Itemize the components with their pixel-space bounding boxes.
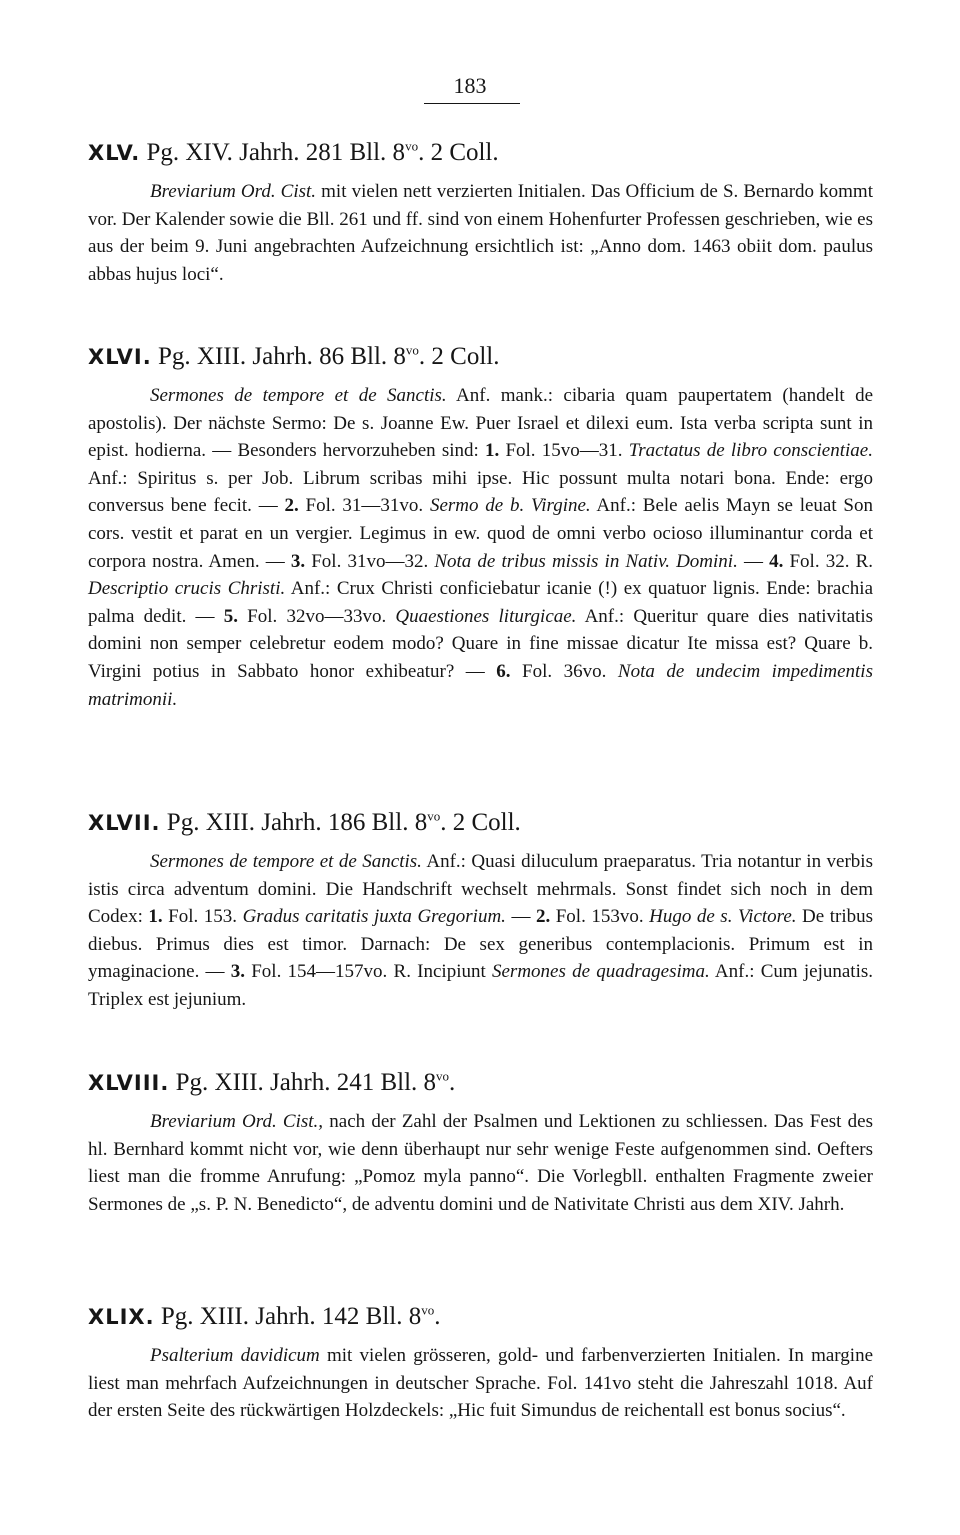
entry-heading-text: Pg. XIII. Jahrh. 86 Bll. 8 xyxy=(151,343,406,370)
item-number: 3. xyxy=(230,961,246,983)
entry-numeral: XLVII. xyxy=(88,811,161,835)
entry-heading-tail: . 2 Coll. xyxy=(440,809,521,836)
entry-numeral: XLV. xyxy=(88,141,141,165)
item-number: 4. xyxy=(769,550,784,572)
work-title: Breviarium Ord. Cist., xyxy=(150,1111,324,1132)
item-number: 2. xyxy=(535,906,551,928)
body-text: Anf.: Queritur quare dies nativitatis domini non semper celebretur eodem modo? Quare in fine missae dicatur Ite missa est? Quare b. Virgini potius in Sabbato honor exhibeatur? — xyxy=(88,605,873,682)
entry-numeral: XLIX. xyxy=(88,1305,155,1329)
entry-xlvi xyxy=(88,342,873,713)
body-text: — xyxy=(505,906,536,928)
work-title: Nota de undecim impedimentis matrimonii. xyxy=(88,660,873,710)
entry-heading-text: Pg. XIII. Jahrh. 186 Bll. 8 xyxy=(160,809,428,836)
entry-heading-sup: vo xyxy=(427,808,441,824)
item-number: 1. xyxy=(148,906,163,928)
body-text: mit vielen nett verzierten Initialen. Das Officium de S. Bernardo kommt vor. Der Kalender sowie die Bll. 261 und ff. sind von einem Hohenfurter Professen geschrieben, wie es aus der beim 9. Juni angebrachten Aufzeichnung ersichtlich ist: „Anno dom. 1463 obiit dom. paulus abbas hujus loci“. xyxy=(88,181,873,285)
body-text: Anf.: Crux Christi conficiebatur icanie (!) ex quatuor lignis. Ende: brachia palma dedit. — xyxy=(88,578,873,627)
entry-numeral: XLVI. xyxy=(88,345,152,369)
page-number: 183 xyxy=(453,73,487,98)
item-number: 6. xyxy=(496,660,511,682)
work-title: Breviarium Ord. Cist. xyxy=(150,181,317,202)
body-text: Fol. 31vo—32. xyxy=(305,550,435,572)
body-text: Anf.: Quasi diluculum praeparatus. Tria notantur in verbis istis circa adventum domini. Die Handschrift wechselt mehrmals. Sonst findet sich noch in dem Codex: xyxy=(88,851,873,928)
entry-heading-text: Pg. XIII. Jahrh. 142 Bll. 8 xyxy=(154,1303,422,1330)
body-text: Anf.: Cum jejunatis. Triplex est jejunium. xyxy=(88,961,874,1010)
entry-heading xyxy=(88,1068,873,1098)
entry-heading-sup: vo xyxy=(405,342,419,358)
body-text: Anf.: Bele aelis Mayn se leuat Son cors. vestit et parat en un vergier. Legimus in ew. quod de omni verbo ocioso illuminantur corda et corpora nostra. Amen. — xyxy=(88,495,873,572)
work-title: Sermones de tempore et de Sanctis. xyxy=(150,385,447,406)
body-text: Fol. 154—157vo. R. Incipiunt xyxy=(245,961,492,983)
entry-description xyxy=(88,382,873,713)
work-title: Sermo de b. Virgine. xyxy=(429,495,591,517)
work-title: Tractatus de libro conscientiae. xyxy=(628,440,873,462)
entry-xlix xyxy=(88,1302,873,1425)
entry-description xyxy=(88,848,873,1014)
item-number: 5. xyxy=(223,605,238,627)
entry-heading-tail: . 2 Coll. xyxy=(418,343,500,370)
work-title: Gradus caritatis juxta Gregorium. xyxy=(242,906,506,928)
body-text: Fol. 32vo—33vo. xyxy=(237,605,396,627)
body-text: Fol. 15vo—31. xyxy=(499,440,629,462)
entry-heading xyxy=(88,808,873,838)
body-text: Anf.: Spiritus s. per Job. Librum scribas mihi ipse. Hic possunt multa notari bona. Ende: ergo conversus bene fecit. — xyxy=(88,467,873,517)
entry-description xyxy=(88,178,873,288)
work-title: Hugo de s. Victore. xyxy=(649,906,797,928)
body-text: Fol. 36vo. xyxy=(510,660,618,682)
work-title: Sermones de tempore et de Sanctis. xyxy=(150,851,422,872)
entry-heading-text: Pg. XIV. Jahrh. 281 Bll. 8 xyxy=(140,139,406,166)
entry-heading xyxy=(88,342,873,372)
body-text: Fol. 31—31vo. xyxy=(298,495,430,517)
entry-heading-text: Pg. XIII. Jahrh. 241 Bll. 8 xyxy=(169,1069,437,1096)
entry-heading xyxy=(88,1302,873,1332)
entry-xlv xyxy=(88,138,873,288)
item-number: 1. xyxy=(485,440,500,462)
body-text: Fol. 153vo. xyxy=(550,906,650,928)
entry-heading-tail: . xyxy=(434,1303,441,1330)
work-title: Descriptio crucis Christi. xyxy=(88,578,286,600)
entry-heading-sup: vo xyxy=(421,1302,435,1318)
entry-heading xyxy=(88,138,873,168)
entry-heading-sup: vo xyxy=(436,1068,450,1084)
work-title: Quaestiones liturgicae. xyxy=(395,605,577,627)
entry-xlvii xyxy=(88,808,873,1014)
work-title: Psalterium davidicum xyxy=(150,1345,320,1366)
entry-xlviii xyxy=(88,1068,873,1218)
body-text: Anf. mank.: cibaria quam paupertatem (handelt de apostolis). Der nächste Sermo: De s. Joanne Ew. Puer Israel et dilexi eum. Ista verba scripta sunt in epist. hodierna. — Besonders hervorzuheben sind: xyxy=(88,385,873,462)
body-text: — xyxy=(737,550,770,572)
body-text: Fol. 32. R. xyxy=(783,550,873,572)
entry-heading-tail: . 2 Coll. xyxy=(418,139,499,166)
entry-description xyxy=(88,1108,873,1218)
entry-heading-tail: . xyxy=(449,1069,456,1096)
body-text: nach der Zahl der Psalmen und Lektionen zu schliessen. Das Fest des hl. Bernhard kommt nicht vor, wie denn überhaupt nur sehr wenige Feste aufgenommen sind. Oefters liest man die fromme Anrufung: „Pomoz myla panno“. Die Vorlegbll. enthalten Fragmente zweier Sermones de „s. P. N. Benedicto“, de adventu domini und de Nativitate Christi aus dem XIV. Jahrh. xyxy=(88,1111,873,1215)
entry-heading-sup: vo xyxy=(405,138,419,154)
work-title: Sermones de quadragesima. xyxy=(492,961,710,983)
body-text: De tribus diebus. Primus dies est timor. Darnach: De sex generibus contemplacionis. Primum est in ymaginacione. — xyxy=(88,906,873,983)
item-number: 2. xyxy=(284,495,299,517)
work-title: Nota de tribus missis in Nativ. Domini. xyxy=(434,550,738,572)
body-text: mit vielen grösseren, gold- und farbenverzierten Initialen. In margine liest man mehrfach Aufzeichnungen in deutscher Sprache. Fol. 141vo steht die Jahreszahl 1018. Auf der ersten Seite des rückwärtigen Holzdeckels: „Hic fuit Simundus de reichentall est bonus socius“. xyxy=(88,1345,874,1422)
entry-numeral: XLVIII. xyxy=(88,1071,170,1095)
entry-description xyxy=(88,1342,873,1425)
page-number-rule xyxy=(424,103,520,104)
item-number: 3. xyxy=(290,550,306,572)
body-text: Fol. 153. xyxy=(162,906,243,928)
